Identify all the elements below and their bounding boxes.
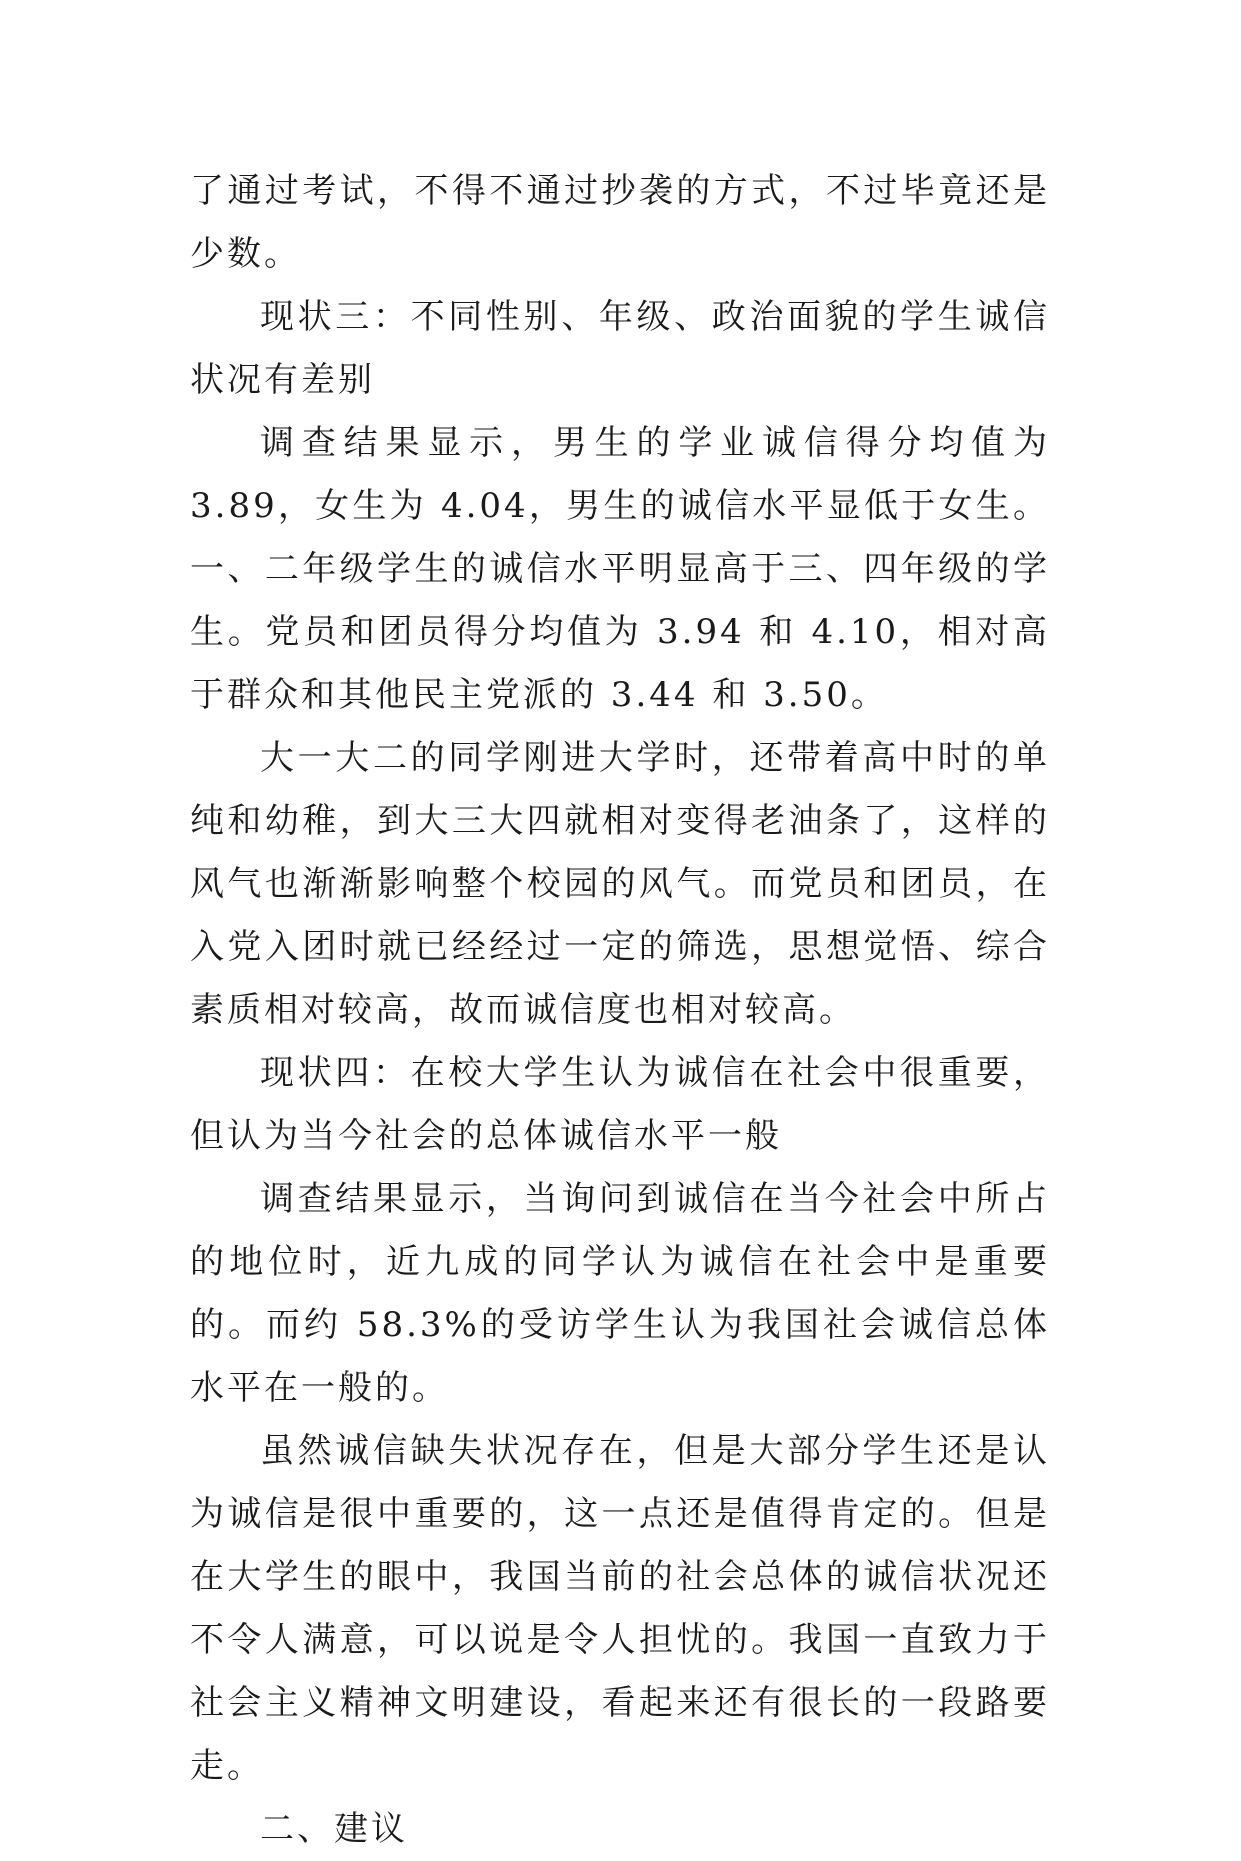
- section-heading-suggestions: 二、建议: [260, 1809, 408, 1849]
- section-heading-status-four: 现状四：在校大学生认为诚信在社会中很重要，但认为当今社会的总体诚信水平一般: [190, 1053, 1050, 1156]
- paragraph-survey-scores: 调查结果显示，男生的学业诚信得分均值为 3.89，女生为 4.04，男生的诚信水平显低于女生。一、二年级学生的诚信水平明显高于三、四年级的学生。党员和团员得分均值为 3.94 和 4.10，相对高于群众和其他民主党派的 3.44 和 3.50。: [190, 423, 1050, 715]
- paragraph-grade-explanation: 大一大二的同学刚进大学时，还带着高中时的单纯和幼稚，到大三大四就相对变得老油条了，这样的风气也渐渐影响整个校园的风气。而党员和团员，在入党入团时就已经经过一定的筛选，思想觉悟、综合素质相对较高，故而诚信度也相对较高。: [190, 738, 1050, 1030]
- paragraph-survey-importance: 调查结果显示，当询问到诚信在当今社会中所占的地位时，近九成的同学认为诚信在社会中是重要的。而约 58.3%的受访学生认为我国社会诚信总体水平在一般的。: [190, 1179, 1050, 1408]
- paragraph-conclusion: 虽然诚信缺失状况存在，但是大部分学生还是认为诚信是很中重要的，这一点还是值得肯定的。但是在大学生的眼中，我国当前的社会总体的诚信状况还不令人满意，可以说是令人担忧的。我国一直致力于社会主义精神文明建设，看起来还有很长的一段路要走。: [190, 1431, 1050, 1786]
- document-body: [190, 160, 1050, 1861]
- paragraph-continuation: 了通过考试，不得不通过抄袭的方式，不过毕竟还是少数。: [190, 171, 1050, 274]
- section-heading-status-three: 现状三：不同性别、年级、政治面貌的学生诚信状况有差别: [190, 297, 1050, 400]
